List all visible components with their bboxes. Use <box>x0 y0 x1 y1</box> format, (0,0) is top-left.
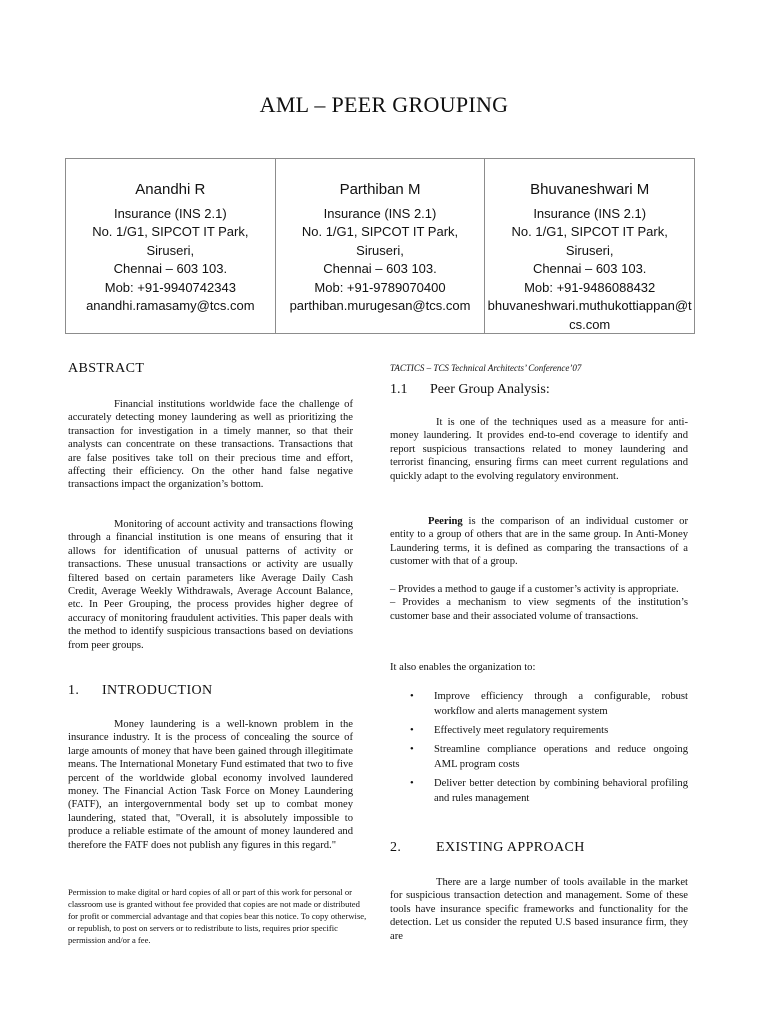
abstract-heading: ABSTRACT <box>68 361 145 376</box>
section-number: 2. <box>390 840 402 855</box>
author-address: Siruseri, <box>356 242 404 258</box>
author-block <box>66 159 275 333</box>
section-title: INTRODUCTION <box>102 683 213 698</box>
author-email: anandhi.ramasamy@tcs.com <box>86 298 255 313</box>
bullet-icon: • <box>410 691 414 702</box>
author-name: Anandhi R <box>135 181 206 198</box>
peering-paragraph: Peering is the comparison of an individual customer or entity to a group of others that are in the same group. In Anti-Money Laundering terms, it is defined as comparing the transactions of a customer with that of a group. <box>390 516 688 568</box>
author-address: No. 1/G1, SIPCOT IT Park, <box>92 224 249 239</box>
paper-title: AML – PEER GROUPING <box>259 92 509 117</box>
subsection-title: Peer Group Analysis: <box>430 382 550 397</box>
author-address: Siruseri, <box>146 242 195 258</box>
subsection-number: 1.1 <box>390 382 408 397</box>
conference-header: TACTICS – TCS Technical Architects’ Conference’07 <box>390 363 582 373</box>
author-mobile: Mob: +91-9940742343 <box>104 279 236 295</box>
author-email: parthiban.murugesan@tcs.com <box>289 298 471 313</box>
author-address: No. 1/G1, SIPCOT IT Park, <box>301 224 459 239</box>
author-city: Chennai – 603 103. <box>113 261 228 276</box>
author-mobile: Mob: +91-9486088432 <box>524 279 656 295</box>
section-number: 1. <box>68 683 80 698</box>
author-name: Parthiban M <box>339 181 421 198</box>
peering-term: Peering <box>428 516 463 527</box>
abstract-body <box>68 518 353 652</box>
bullet-icon: • <box>410 778 414 789</box>
list-item: • Improve efficiency through a configurable, robust workflow and alerts management system <box>410 691 688 717</box>
author-department: Insurance (INS 2.1) <box>323 205 437 221</box>
permission-notice: Permission to make digital or hard copies of all or part of this work for personal or classroom use is granted without fee provided that copies are not made or distributed for profit or commercial advantage and that copies bear this notice. To copy otherwise, or republish, to post on servers or to redistribute to lists, requires prior specific permission and/or a fee. <box>68 887 367 945</box>
subsection-heading-peer-group <box>390 383 688 397</box>
existing-approach-paragraph: There are a large number of tools available in the market for suspicious transaction detection and management. Some of these tools have insurance specific frameworks and functionality for the detection. Let us consider the reputed U.S based insurance firm, they are <box>390 877 688 942</box>
author-table <box>65 158 695 334</box>
peer-group-body <box>390 416 688 483</box>
author-email: bhuvaneshwari.muthukottiappan@tcs.com <box>487 298 692 332</box>
author-address: Siruseri, <box>565 242 614 258</box>
author-mobile: Mob: +91-9789070400 <box>314 279 446 295</box>
bullet-icon: • <box>410 744 414 755</box>
author-department: Insurance (INS 2.1) <box>113 205 227 221</box>
peer-group-dash-list <box>390 583 688 623</box>
list-item: • Effectively meet regulatory requirements <box>410 725 609 736</box>
introduction-body <box>68 718 353 852</box>
list-item: • Streamline compliance operations and reduce ongoing AML program costs <box>410 744 688 770</box>
benefits-list <box>410 689 688 810</box>
author-department: Insurance (INS 2.1) <box>533 205 647 221</box>
dash-item: – Provides a method to gauge if a customer’s activity is appropriate. <box>390 584 679 595</box>
author-address: No. 1/G1, SIPCOT IT Park, <box>511 224 668 239</box>
list-item: • Deliver better detection by combining behavioral profiling and rules management <box>410 778 688 804</box>
dash-item: – Provides a mechanism to view segments of the institution’s customer base and their associated volume of transactions. <box>390 597 688 622</box>
bullet-icon: • <box>410 725 414 736</box>
existing-approach-body <box>390 876 688 943</box>
author-city: Chennai – 603 103. <box>323 261 437 276</box>
section-heading-existing-approach <box>390 841 688 855</box>
author-name: Bhuvaneshwari M <box>530 181 650 198</box>
section-title: EXISTING APPROACH <box>436 840 585 855</box>
section-heading-introduction <box>68 684 353 698</box>
peering-body <box>390 515 688 569</box>
author-city: Chennai – 603 103. <box>532 261 647 276</box>
peer-group-paragraph: It is one of the techniques used as a measure for anti-money laundering. It provides end-to-end coverage to identify and report suspicious transactions related to money laundering and terrorist financing, ensuring firms can meet current regulations and quickly adapt to the evolving regulatory environment. <box>390 417 688 482</box>
abstract-paragraph: Financial institutions worldwide face the challenge of accurately detecting money laundering as well as prioritizing the transaction for investigation in a timely manner, so that their analysts can concentrate on these transactions. Transactions that are false positives take toll on their precious time and effort, affecting their efficiency. On the other hand false negative transactions impact the organization’s bottom. <box>68 399 353 491</box>
abstract-body <box>68 398 353 492</box>
abstract-paragraph: Monitoring of account activity and transactions flowing through a financial institution is one means of ensuring that it allows for identification of unusual patterns of activity or transactions. These unusual transactions or activity are usually filtered based on certain parameters like Average Daily Cash Credit, Average Weekly Withdrawals, Average Account Balance, etc. In Peer Grouping, the process provides higher degree of accuracy of monitoring fraudulent activities. This paper deals with the method to identify suspicious transactions based on deviations from peer groups. <box>68 519 353 651</box>
introduction-paragraph: Money laundering is a well-known problem in the insurance industry. It is the process of concealing the source of large amounts of money that have been gained through illegitimate means. The International Monetary Fund estimated that two to five percent of the worldwide global economy involved laundered money. The Financial Action Task Force on Money Laundering (FATF), an intergovernmental body set up to combat money laundering, stated that, "Overall, it is absolutely impossible to produce a reliable estimate of the amount of money laundered and therefore the FATF does not publish any figures in this regard." <box>68 719 353 851</box>
author-block <box>484 159 694 333</box>
author-block <box>275 159 485 333</box>
enables-text: It also enables the organization to: <box>390 662 536 673</box>
